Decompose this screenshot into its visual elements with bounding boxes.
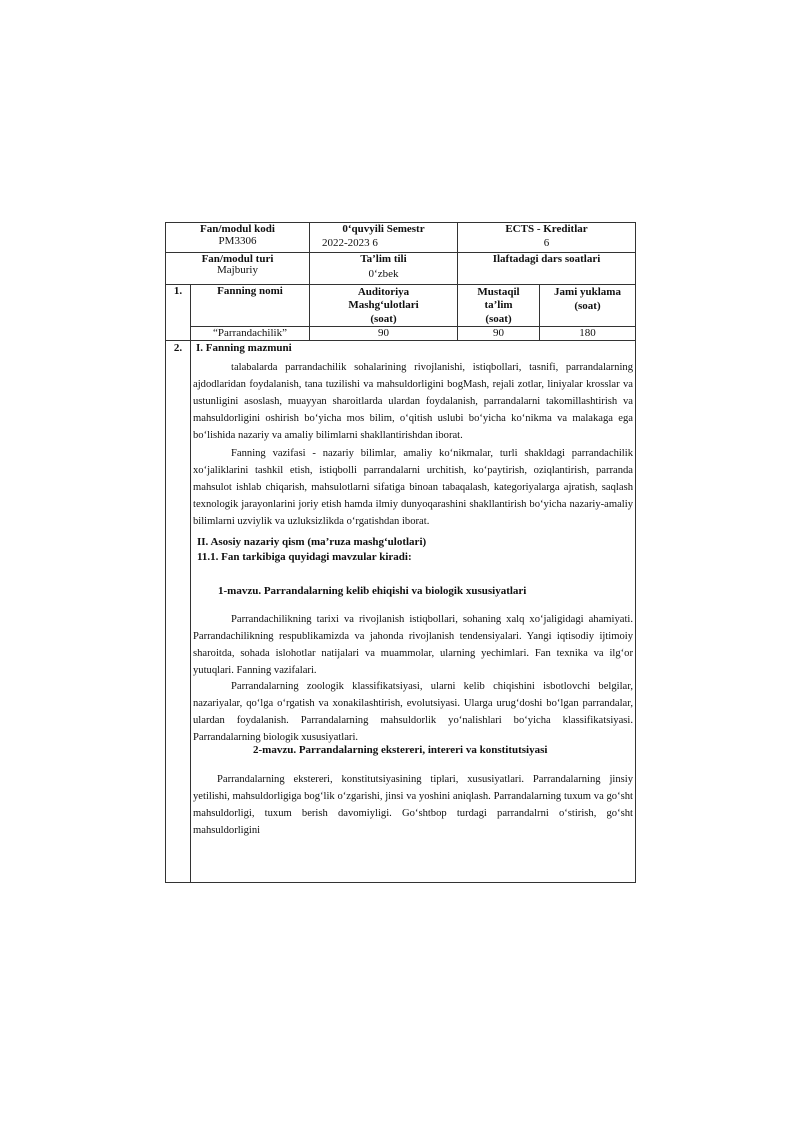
section-2-title: II. Asosiy nazariy qism (ma’ruza mashg‘ulotlari) (197, 536, 427, 548)
paragraph-tasks: Fanning vazifasi - nazariy bilimlar, amaliy ko‘nikmalar, turli shakldagi parrandachilik xo‘jaliklarini tashkil etish, istiqbolli parrandalarni urchitish, ko‘paytirish, oziqlantirish, parranda mahsulot ishlab chiqarish, mahsulotlarni sifatiga binoan tabaqalash, kategoriyalarga ajratish, saqlash texnologik jarayonlarini joriy etish hamda ilmiy dunyoqarashini shakllantirish bo‘yicha nazariy-amaliy bilimlarni uzviylik va uzluksizlikda o‘rgatishdan iborat. (193, 448, 633, 527)
row-number-1: 1. (173, 285, 183, 297)
lang-value: 0‘zbek (368, 268, 399, 280)
paragraph-topic-2: Parrandalarning ekstereri, konstitutsiyasining tiplari, xususiyatlari. Parrandalarning jinsiy yetilishi, mahsuldorligiga bog‘lik o‘zgarishi, jinsi va yoshini aniqlash. Parrandalarning tuxum va go‘sht mahsuldorligi, tuxum berish davomiyligi. Go‘shtbop turdagi parrandalrni o‘stirish, go‘sht mahsuldorligini (193, 774, 633, 836)
semester-label: 0‘quvyili Semestr (342, 223, 425, 235)
section-1-title: I. Fanning mazmuni (196, 342, 292, 354)
paragraph-goal: talabalarda parrandachilik sohalarining rivojlanishi, istiqbollari, tasnifi, parrandalarning ajdodlaridan foydalanish, tana tuzilishi va mahsuldorligini bogMash, rejali zotlar, liniyalar krosslar va ustunligini asoslash, muayyan sharoitlarda ulardan foydalanish, parrandalarni takomillashtirish va mahsuldorligini oshirish bo‘yicha mos bilim, o‘qitish uslubi bo‘yicha ko‘nikma va malakaga ega bo‘lishida nazariy va amaliy bilimlarni shakllantirishdan iborat. (193, 362, 633, 441)
paragraph-topic-1b: Parrandalarning zoologik klassifikatsiyasi, ularni kelib chiqishini isbotlovchi belgilar, nazariyalar, qo‘lga o‘rgatish va xonakilashtirish, evolutsiyasi. Ularga urug‘doshi bo‘lgan parrandalar, ulardan foydalanish. Parrandalarning mahsuldorlik yo‘nalishlari bo‘yicha klassifikatsiyasi. Parrandalarning biologik xususiyatlari. (193, 681, 633, 743)
type-value: Majburiy (217, 264, 258, 276)
total-value: 180 (579, 327, 596, 339)
code-label: Fan/modul kodi (200, 223, 275, 235)
table-border-right (635, 222, 636, 883)
section-2-1-title: 11.1. Fan tarkibiga quyidagi mavzular kiradi: (197, 551, 412, 563)
auditorium-label-1: Auditoriya (357, 286, 410, 298)
type-label: Fan/modul turi (201, 253, 274, 265)
semester-value: 2022-2023 6 (322, 237, 378, 249)
paragraph-topic-1a: Parrandachilikning tarixi va rivojlanish istiqbollari, sohaning xalq xo‘jaligidagi ahamiyati. Parrandachilikning respublikamizda va jahonda rivojlanish tendensiyalari. Yangi iqtisodiy ijtimoiy sharoitda, sohada islohotlar natijalari va muammolar, ularning yechimlari. Fan texnika va ilg‘or yutuqlari. Fanning vazifalari. (193, 614, 633, 676)
independent-value: 90 (493, 327, 504, 339)
topic-1-title: 1-mavzu. Parrandalarning kelib ehiqishi va biologik xususiyatlari (218, 585, 527, 597)
table-border-left (165, 222, 166, 883)
total-label-1: Jami yuklama (554, 286, 621, 298)
auditorium-label-2: Mashg‘ulotlari (348, 299, 419, 311)
ects-value: 6 (543, 237, 550, 249)
independent-label-3: (soat) (485, 313, 512, 325)
subject-name-label: Fanning nomi (217, 285, 283, 297)
table-line-v-num (190, 284, 191, 883)
code-value: PM3306 (218, 235, 257, 247)
ects-label: ECTS - Kreditlar (505, 223, 588, 235)
lang-label: Ta’lim tili (360, 253, 407, 265)
independent-label-1: Mustaqil (477, 286, 520, 298)
total-label-2: (soat) (574, 300, 601, 312)
weekly-hours-label: Ilaftadagi dars soatlari (492, 253, 601, 265)
table-border-bottom (165, 882, 636, 883)
topic-2-title: 2-mavzu. Parrandalarning ekstereri, intereri va konstitutsiyasi (253, 744, 548, 756)
table-line-h4 (165, 340, 636, 341)
auditorium-label-3: (soat) (370, 313, 397, 325)
subject-name-value: “Parrandachilik” (213, 327, 287, 339)
independent-label-2: ta’lim (484, 299, 513, 311)
row-number-2: 2. (173, 342, 183, 354)
auditorium-value: 90 (378, 327, 389, 339)
